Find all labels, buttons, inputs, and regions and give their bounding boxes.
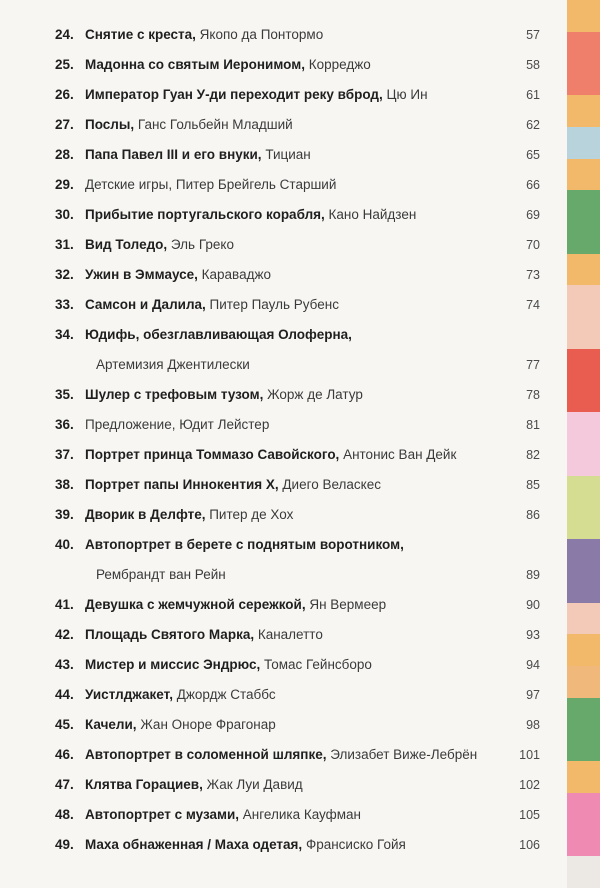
toc-entry — [55, 55, 540, 75]
entry-number: 43. — [55, 657, 74, 672]
color-tab — [567, 63, 600, 95]
color-tab — [567, 603, 600, 635]
artist-name: Ангелика Кауфман — [239, 807, 361, 822]
artist-name: Якопо да Понтормо — [195, 27, 324, 42]
painting-title: Прибытие португальского корабля, — [85, 207, 325, 222]
artist-name: Кано Найдзен — [324, 207, 417, 222]
toc-entry — [55, 235, 540, 255]
entry-text — [85, 715, 276, 735]
entry-number: 45. — [55, 717, 74, 732]
entry-number: 36. — [55, 417, 74, 432]
painting-title: Портрет принца Томмазо Савойского, — [85, 447, 340, 462]
entry-number: 47. — [55, 777, 74, 792]
entry-text — [85, 445, 456, 465]
entry-number: 24. — [55, 27, 74, 42]
toc-entry — [55, 535, 540, 555]
color-tab — [567, 507, 600, 539]
page-number: 62 — [526, 118, 540, 132]
entry-number: 42. — [55, 627, 74, 642]
painting-title: Мадонна со святым Иеронимом, — [85, 57, 305, 72]
color-tab — [567, 159, 600, 191]
page-number: 101 — [519, 748, 540, 762]
color-tab — [567, 190, 600, 222]
entry-text — [85, 325, 352, 345]
entry-number: 26. — [55, 87, 74, 102]
entry-text — [85, 175, 336, 195]
entry-text — [85, 145, 311, 165]
entry-number: 27. — [55, 117, 74, 132]
entry-number: 33. — [55, 297, 74, 312]
toc-entry — [55, 685, 540, 705]
color-tab-strip — [567, 0, 600, 888]
color-tab — [567, 127, 600, 159]
artist-name: Питер Пауль Рубенс — [205, 297, 339, 312]
painting-title: Самсон и Далила, — [85, 297, 206, 312]
entry-number: 31. — [55, 237, 74, 252]
page-number: 77 — [526, 358, 540, 372]
artist-name: Жак Луи Давид — [202, 777, 303, 792]
page-number: 106 — [519, 838, 540, 852]
toc-entry — [55, 475, 540, 495]
painting-title: Послы, — [85, 117, 135, 132]
toc-entry — [55, 775, 540, 795]
painting-title: Юдифь, обезглавливающая Олоферна, — [85, 327, 352, 342]
entry-number: 29. — [55, 177, 74, 192]
color-tab — [567, 32, 600, 64]
entry-text — [85, 115, 293, 135]
entry-text — [85, 55, 371, 75]
toc-entry — [55, 385, 540, 405]
artist-name: Ян Вермеер — [305, 597, 387, 612]
entry-text — [85, 625, 323, 645]
painting-title: Шулер с трефовым тузом, — [85, 387, 264, 402]
entry-text — [85, 85, 428, 105]
toc-entry — [55, 445, 540, 465]
entry-number: 30. — [55, 207, 74, 222]
toc-entry — [55, 715, 540, 735]
color-tab — [567, 0, 600, 32]
entry-number: 40. — [55, 537, 74, 552]
toc-entry — [55, 295, 540, 315]
page-number: 70 — [526, 238, 540, 252]
entry-text — [85, 415, 269, 435]
toc-entry — [55, 25, 540, 45]
painting-title: Качели, — [85, 717, 137, 732]
painting-title: Девушка с жемчужной сережкой, — [85, 597, 306, 612]
toc-entry — [55, 325, 540, 345]
page-number: 69 — [526, 208, 540, 222]
color-tab — [567, 381, 600, 413]
toc-entry — [55, 265, 540, 285]
page-number: 82 — [526, 448, 540, 462]
color-tab — [567, 761, 600, 793]
entry-text — [85, 805, 361, 825]
entry-text — [85, 475, 381, 495]
page-number: 74 — [526, 298, 540, 312]
painting-title: Ужин в Эммаусе, — [85, 267, 198, 282]
page-number: 98 — [526, 718, 540, 732]
color-tab — [567, 412, 600, 444]
entry-text — [96, 355, 250, 375]
toc-entry — [55, 565, 540, 585]
page-number: 57 — [526, 28, 540, 42]
color-tab — [567, 476, 600, 508]
artist-name: Питер де Хох — [205, 507, 294, 522]
page-number: 89 — [526, 568, 540, 582]
artist-name: Корреджо — [304, 57, 371, 72]
painting-title: Уистлджакет, — [85, 687, 173, 702]
page-number: 90 — [526, 598, 540, 612]
entry-number: 32. — [55, 267, 74, 282]
artist-name: Ганс Гольбейн Младший — [134, 117, 293, 132]
toc-entry — [55, 745, 540, 765]
toc-entry — [55, 85, 540, 105]
entry-text — [96, 565, 226, 585]
toc-entry — [55, 805, 540, 825]
artist-name: Диего Веласкес — [278, 477, 381, 492]
entry-text — [85, 655, 372, 675]
page-number: 85 — [526, 478, 540, 492]
artist-name: Караваджо — [197, 267, 271, 282]
painting-title: Предложение, — [85, 417, 176, 432]
color-tab — [567, 444, 600, 476]
artist-name: Франсиско Гойя — [302, 837, 406, 852]
entry-text — [85, 295, 339, 315]
color-tab — [567, 856, 600, 888]
color-tab — [567, 349, 600, 381]
entry-number: 38. — [55, 477, 74, 492]
entry-text — [85, 205, 416, 225]
toc-entry — [55, 625, 540, 645]
toc-entry — [55, 355, 540, 375]
color-tab — [567, 825, 600, 857]
entry-number: 28. — [55, 147, 74, 162]
artist-name: Томас Гейнсборо — [260, 657, 372, 672]
entry-number: 49. — [55, 837, 74, 852]
page-number: 61 — [526, 88, 540, 102]
color-tab — [567, 95, 600, 127]
entry-text — [85, 685, 276, 705]
painting-title: Снятие с креста, — [85, 27, 196, 42]
color-tab — [567, 539, 600, 571]
entry-text — [85, 745, 477, 765]
artist-name: Каналетто — [254, 627, 323, 642]
color-tab — [567, 285, 600, 317]
artist-name: Эль Греко — [167, 237, 234, 252]
color-tab — [567, 634, 600, 666]
toc-entry — [55, 595, 540, 615]
artist-name: Элизабет Виже-Лебрён — [326, 747, 478, 762]
color-tab — [567, 571, 600, 603]
page-number: 78 — [526, 388, 540, 402]
artist-name: Питер Брейгель Старший — [172, 177, 337, 192]
painting-title: Детские игры, — [85, 177, 173, 192]
entry-number: 44. — [55, 687, 74, 702]
page-number: 58 — [526, 58, 540, 72]
entry-text — [85, 595, 386, 615]
toc-entry — [55, 505, 540, 525]
color-tab — [567, 729, 600, 761]
entry-number: 46. — [55, 747, 74, 762]
painting-title: Папа Павел III и его внуки, — [85, 147, 262, 162]
entry-number: 39. — [55, 507, 74, 522]
artist-name: Юдит Лейстер — [175, 417, 270, 432]
painting-title: Император Гуан У-ди переходит реку вброд, — [85, 87, 383, 102]
toc-entry — [55, 145, 540, 165]
artist-name: Джордж Стаббс — [172, 687, 276, 702]
color-tab — [567, 666, 600, 698]
entry-number: 37. — [55, 447, 74, 462]
painting-title: Портрет папы Иннокентия Х, — [85, 477, 279, 492]
painting-title: Дворик в Делфте, — [85, 507, 206, 522]
color-tab — [567, 222, 600, 254]
toc-entry — [55, 655, 540, 675]
color-tab — [567, 698, 600, 730]
color-tab — [567, 254, 600, 286]
artist-name: Жан Оноре Фрагонар — [136, 717, 276, 732]
painting-title: Автопортрет в берете с поднятым воротником, — [85, 537, 404, 552]
page-number: 66 — [526, 178, 540, 192]
entry-text — [85, 25, 323, 45]
entry-number: 34. — [55, 327, 74, 342]
page-number: 81 — [526, 418, 540, 432]
painting-title: Маха обнаженная / Маха одетая, — [85, 837, 303, 852]
entry-text — [85, 775, 303, 795]
artist-name: Жорж де Латур — [263, 387, 363, 402]
painting-title: Площадь Святого Марка, — [85, 627, 255, 642]
entry-text — [85, 535, 404, 555]
page-number: 93 — [526, 628, 540, 642]
painting-title: Вид Толедо, — [85, 237, 168, 252]
entry-text — [85, 235, 234, 255]
page-number: 73 — [526, 268, 540, 282]
painting-title: Автопортрет в соломенной шляпке, — [85, 747, 327, 762]
artist-name: Цю Ин — [382, 87, 428, 102]
entry-text — [85, 835, 406, 855]
toc-entry — [55, 175, 540, 195]
toc-entry — [55, 115, 540, 135]
color-tab — [567, 793, 600, 825]
page-number: 86 — [526, 508, 540, 522]
page-number: 105 — [519, 808, 540, 822]
toc-entry — [55, 415, 540, 435]
entry-number: 35. — [55, 387, 74, 402]
entry-number: 25. — [55, 57, 74, 72]
entry-number: 41. — [55, 597, 74, 612]
artist-name: Антонис Ван Дейк — [339, 447, 457, 462]
page-number: 97 — [526, 688, 540, 702]
color-tab — [567, 317, 600, 349]
entry-text — [85, 505, 293, 525]
page-number: 65 — [526, 148, 540, 162]
toc-entry — [55, 835, 540, 855]
toc-entry — [55, 205, 540, 225]
artist-name: Рембрандт ван Рейн — [96, 567, 226, 582]
entry-text — [85, 385, 363, 405]
artist-name: Тициан — [261, 147, 311, 162]
painting-title: Автопортрет с музами, — [85, 807, 240, 822]
entry-number: 48. — [55, 807, 74, 822]
artist-name: Артемизия Джентилески — [96, 357, 250, 372]
page-number: 94 — [526, 658, 540, 672]
painting-title: Мистер и миссис Эндрюс, — [85, 657, 261, 672]
painting-title: Клятва Горациев, — [85, 777, 203, 792]
entry-text — [85, 265, 271, 285]
page-number: 102 — [519, 778, 540, 792]
table-of-contents — [55, 0, 540, 888]
